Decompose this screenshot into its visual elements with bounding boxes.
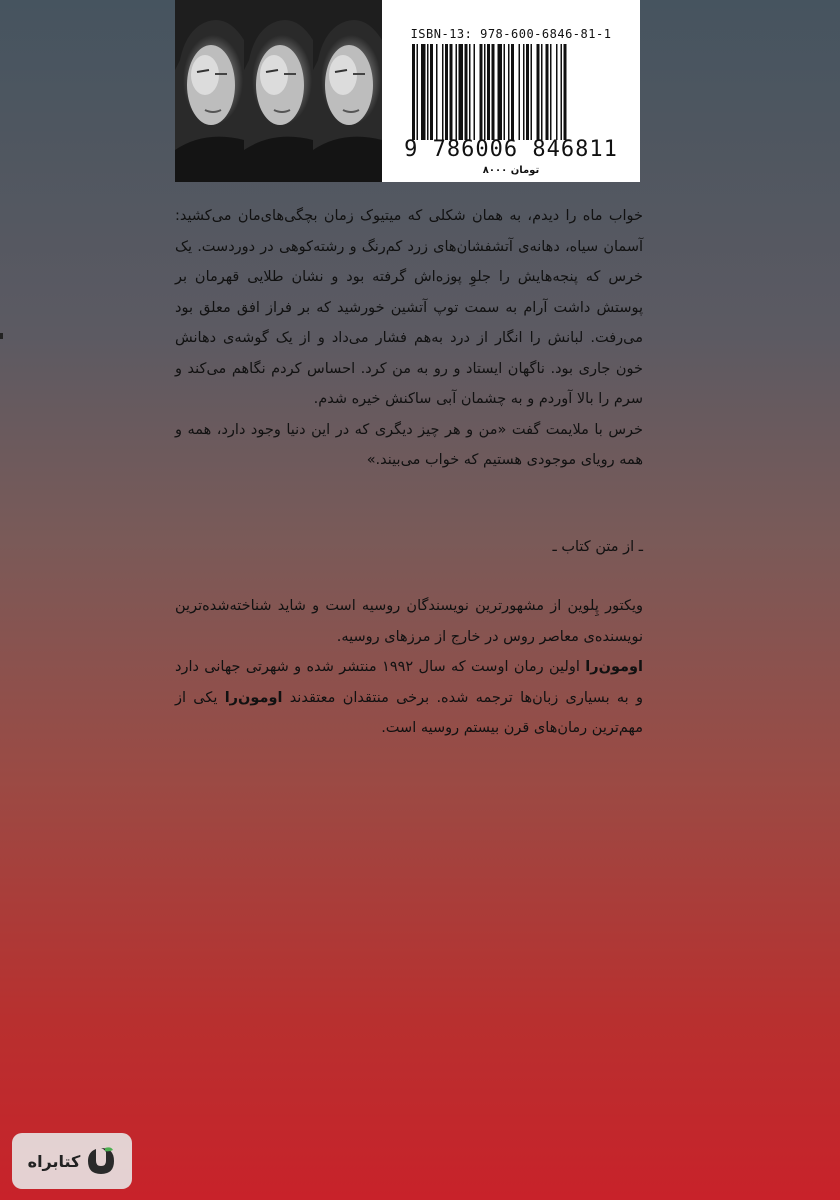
book-excerpt [175,201,643,476]
about-end: یکی از مهم‌ترین رمان‌های قرن بیستم روسیه است. [175,689,643,736]
excerpt-paragraph-2: خرس با ملایمت گفت «من و هر چیز دیگری که در این دنیا وجود دارد، همه و همه رویای موجودی هستیم که خواب می‌بیند.» [175,421,643,468]
about-paragraph [175,591,643,744]
about-author [175,591,643,744]
excerpt-source: ـ از متن کتاب ـ [552,539,643,555]
author-portraits [175,0,382,182]
author-portrait-2 [244,0,313,182]
isbn-label: ISBN-13: 978-600-6846-81-1 [410,27,612,41]
edge-mark [0,333,3,339]
author-portrait-3 [313,0,382,182]
about-intro: ویکتور پِلوین از مشهورترین نویسندگان روسیه است و شاید شناخته‌شده‌ترین نویسنده‌ی معاصر روس در خارج از مرزهای روسیه. [175,598,643,645]
book-title-2: اومون‌را [224,689,283,706]
about-middle: اولین رمان اوست که سال ۱۹۹۲ منتشر شده و شهرتی جهانی دارد و به بسیاری زبان‌ها ترجمه شده. برخی منتقدان معتقدند [175,659,643,706]
barcode-panel [382,0,640,182]
excerpt-paragraph-1: خواب ماه را دیدم، به همان شکلی که میتیوک زمان بچگی‌های‌مان می‌کشید: آسمان سیاه، دهانه‌ی آتشفشان‌های زرد کم‌رنگ و رشته‌کوهی در دوردست. یک خرس که پنجه‌هایش را جلوِ پوزه‌اش گرفته بود و نشان طلایی قهرمان بر پوستش داشت آرام به سمت توپ آتشین خورشید که بر فراز افق معلق بود می‌رفت. لبانش را انگار از درد به‌هم فشار می‌داد و از یک گوشه‌ی دهانش خون جاری بود. ناگهان ایستاد و رو به من کرد. احساس کردم نگاهم می‌کند و سرم را بالا آوردم و به چشمان آبی ساکنش خیره شدم. [175,208,643,407]
ketabrah-logo[interactable] [12,1133,132,1189]
price: ۸۰۰۰ تومان [482,165,540,176]
author-portrait-1 [175,0,244,182]
book-title-1: اومون‌را [585,659,643,675]
barcode-icon [412,44,610,140]
logo-text: کتابراه [27,1151,81,1171]
ketabrah-leaf-icon [86,1146,116,1176]
isbn-digits: 9 786006 846811 [404,137,618,162]
